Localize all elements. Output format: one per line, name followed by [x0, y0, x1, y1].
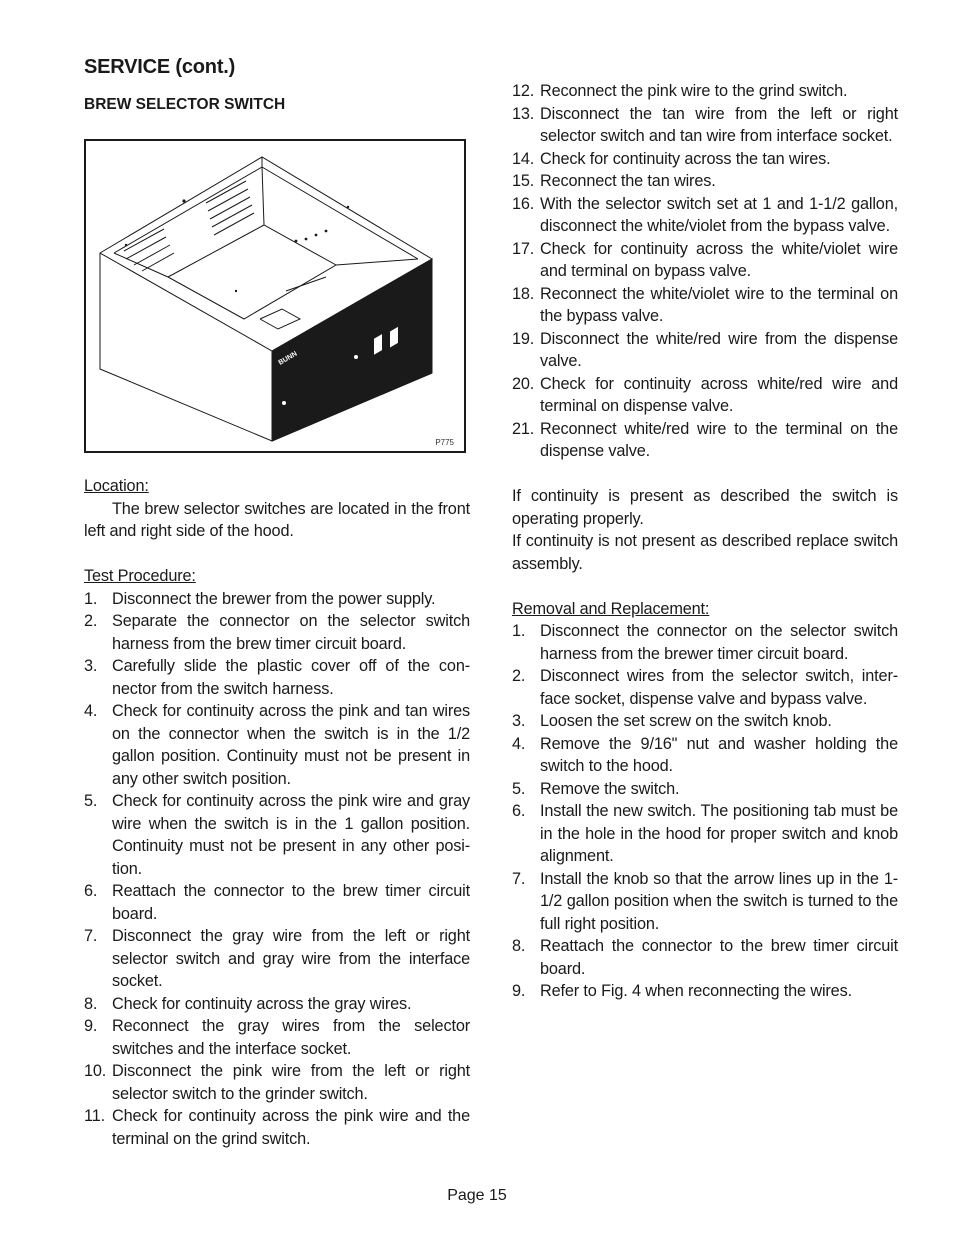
step-text: Check for continuity across the pink wire and the terminal on the grind switch.: [112, 1107, 470, 1148]
step-number: 14.: [512, 149, 535, 168]
step-text: Disconnect the tan wire from the left or right selector switch and tan wire from interface socket.: [540, 104, 898, 145]
hood-illustration: [84, 139, 466, 453]
step-number: 9.: [84, 1017, 98, 1035]
list-item: [84, 1060, 470, 1105]
list-item: [84, 925, 470, 993]
step-text: Separate the connector on the selector switch harness from the brew timer circuit board.: [112, 612, 470, 653]
left-column: [84, 475, 470, 1150]
list-item: [84, 588, 470, 611]
list-item: [512, 935, 898, 980]
list-item: [512, 328, 898, 373]
step-text: Install the knob so that the arrow lines up in the 1-1/2 gallon position when the switch is turned to the full right position.: [540, 869, 898, 933]
removal-heading: Removal and Replacement:: [512, 599, 710, 618]
step-text: Disconnect the gray wire from the left or right selector switch and gray wire from the interface socket.: [112, 927, 470, 990]
list-item: [512, 238, 898, 283]
location-heading: Location:: [84, 477, 149, 495]
step-text: Check for continuity across the pink and tan wires on the connector when the switch is in the 1/2 gallon position. Continuity must not be present in any other switch position.: [112, 702, 470, 788]
list-item: [512, 733, 898, 778]
list-item: [84, 880, 470, 925]
step-number: 3.: [84, 657, 98, 675]
step-number: 2.: [84, 612, 98, 630]
step-text: Check for continuity across white/red wire and terminal on dispense valve.: [540, 374, 898, 415]
list-item: [84, 1105, 470, 1150]
step-text: Install the new switch. The positioning tab must be in the hole in the hood for proper switch and knob alignment.: [540, 802, 898, 865]
step-number: 5.: [512, 779, 526, 798]
step-number: 8.: [84, 994, 98, 1013]
step-text: Reconnect the pink wire to the grind switch.: [540, 82, 848, 100]
list-item: [512, 148, 898, 171]
location-text: The brew selector switches are located in the front left and right side of the hood.: [84, 499, 470, 540]
page-number: Page 15: [447, 1187, 507, 1204]
step-number: 6.: [512, 802, 526, 820]
list-item: [512, 868, 898, 936]
step-text: Reattach the connector to the brew timer circuit board.: [540, 937, 898, 978]
step-text: Disconnect the pink wire from the left or right selector switch to the grinder switch.: [112, 1062, 470, 1103]
list-item: [512, 778, 898, 801]
step-number: 4.: [84, 702, 98, 720]
list-item: [512, 620, 898, 665]
list-item: [84, 655, 470, 700]
list-item: [512, 373, 898, 418]
list-item: [84, 610, 470, 655]
hood-drawing: [86, 141, 464, 451]
step-number: 8.: [512, 937, 526, 955]
step-number: 7.: [512, 869, 526, 888]
list-item: [84, 700, 470, 790]
step-number: 21.: [512, 419, 535, 438]
step-number: 19.: [512, 329, 535, 348]
list-item: [84, 993, 470, 1016]
removal-list: [512, 620, 898, 1003]
step-text: Loosen the set screw on the switch knob.: [540, 712, 832, 730]
step-text: Reattach the connector to the brew timer circuit board.: [112, 882, 470, 923]
list-item: [512, 710, 898, 733]
right-column: [512, 80, 898, 1003]
list-item: [512, 665, 898, 710]
step-number: 10.: [84, 1062, 107, 1080]
list-item: [512, 980, 898, 1003]
step-text: Disconnect the connector on the selector switch harness from the brewer timer circuit board.: [540, 622, 898, 663]
step-number: 3.: [512, 712, 526, 730]
step-number: 9.: [512, 982, 526, 1000]
step-text: Disconnect the white/red wire from the dispense valve.: [540, 329, 898, 370]
panel-brand-label: BUNN: [277, 350, 299, 367]
step-text: Disconnect the brewer from the power supply.: [112, 589, 436, 608]
step-text: Reconnect the tan wires.: [540, 172, 716, 190]
step-text: Remove the switch.: [540, 779, 680, 798]
step-number: 2.: [512, 667, 526, 685]
step-number: 12.: [512, 82, 535, 100]
step-text: Reconnect white/red wire to the terminal on the dispense valve.: [540, 419, 898, 460]
step-text: Check for continuity across the white/violet wire and terminal on bypass valve.: [540, 239, 898, 280]
section-heading: BREW SELECTOR SWITCH: [84, 96, 286, 113]
list-item: [512, 193, 898, 238]
step-text: Remove the 9/16" nut and washer holding the switch to the hood.: [540, 734, 898, 775]
step-text: Disconnect wires from the selector switch, inter-face socket, dispense valve and bypass valve.: [540, 667, 898, 708]
step-text: Reconnect the white/violet wire to the terminal on the bypass valve.: [540, 284, 898, 325]
list-item: [512, 80, 898, 103]
step-number: 11.: [84, 1107, 105, 1125]
list-item: [512, 283, 898, 328]
list-item: [512, 800, 898, 868]
test-procedure-list: [84, 588, 470, 1151]
list-item: [84, 790, 470, 880]
step-text: Carefully slide the plastic cover off of the con-nector from the switch harness.: [112, 657, 470, 698]
list-item: [512, 103, 898, 148]
step-text: Reconnect the gray wires from the selector switches and the interface socket.: [112, 1017, 470, 1058]
step-number: 16.: [512, 194, 535, 213]
step-number: 6.: [84, 882, 98, 900]
step-number: 17.: [512, 239, 535, 258]
step-number: 1.: [512, 622, 526, 640]
step-number: 5.: [84, 792, 98, 810]
step-number: 15.: [512, 172, 535, 190]
step-number: 20.: [512, 374, 535, 393]
test-procedure-heading: Test Procedure:: [84, 567, 196, 585]
step-number: 13.: [512, 104, 535, 123]
step-text: Check for continuity across the tan wires.: [540, 149, 831, 168]
step-text: Check for continuity across the gray wires.: [112, 994, 412, 1013]
page-title: SERVICE (cont.): [84, 56, 236, 78]
step-number: 1.: [84, 589, 98, 608]
list-item: [512, 170, 898, 193]
step-text: Refer to Fig. 4 when reconnecting the wires.: [540, 982, 852, 1000]
step-number: 18.: [512, 284, 535, 303]
figure-id: P775: [435, 438, 454, 447]
list-item: [84, 1015, 470, 1060]
step-text: Check for continuity across the pink wire and gray wire when the switch is in the 1 gallon position. Continuity must not be present in any other posi-tion.: [112, 792, 470, 878]
step-text: With the selector switch set at 1 and 1-1/2 gallon, disconnect the white/violet from the bypass valve.: [540, 194, 898, 235]
step-number: 4.: [512, 734, 526, 753]
step-number: 7.: [84, 927, 98, 945]
test-procedure-list-continued: [512, 80, 898, 463]
result-ok-text: If continuity is present as described the switch is operating properly.: [512, 487, 898, 528]
result-fail-text: If continuity is not present as described replace switch assembly.: [512, 532, 898, 573]
list-item: [512, 418, 898, 463]
